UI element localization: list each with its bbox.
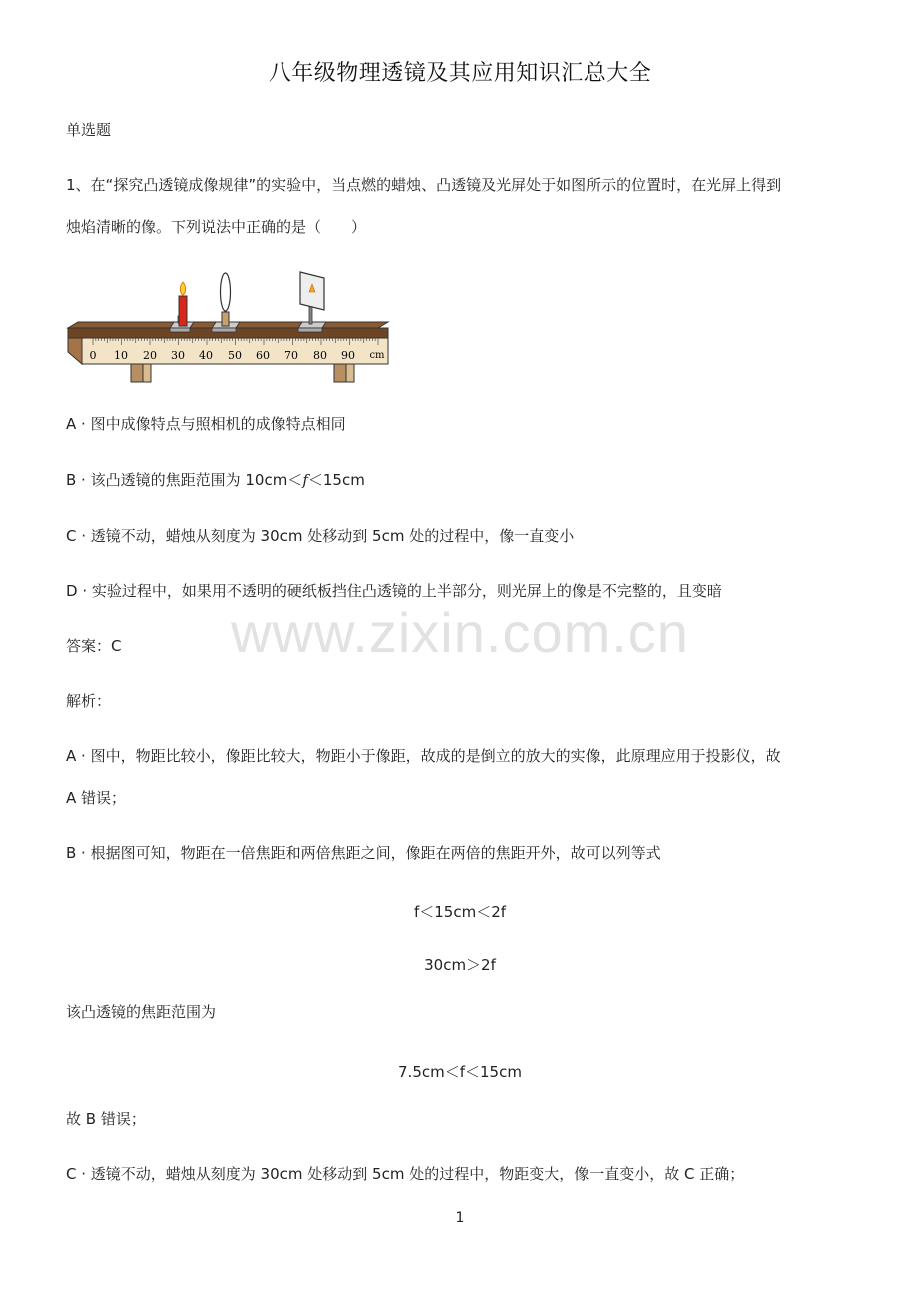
light-screen [298,272,326,332]
equation-3: 7.5cm＜f＜15cm [398,1063,522,1081]
option-b-prefix: B · 该凸透镜的焦距范围为 10cm＜ [66,471,303,489]
document-title: 八年级物理透镜及其应用知识汇总大全 [268,61,652,86]
optical-bench-figure [64,266,394,388]
tick-label-0: 0 [89,349,97,362]
option-d: D · 实验过程中，如果用不透明的硬纸板挡住凸透镜的上半部分，则光屏上的像是不完整的，且变暗 [66,582,722,600]
tick-label-60: 60 [256,349,270,362]
candle [170,282,194,332]
question-stem-line1: 1、在“探究凸透镜成像规律”的实验中，当点燃的蜡烛、凸透镜及光屏处于如图所示的位置时，在光屏上得到 [66,176,782,194]
tick-label-30: 30 [171,349,185,362]
analysis-a-line1: A · 图中，物距比较小，像距比较大，物距小于像距，故成的是倒立的放大的实像，此原理应用于投影仪，故 [66,747,781,765]
tick-label-50: 50 [228,349,242,362]
option-b-var: f [302,471,308,489]
candle-flame [180,282,185,295]
analysis-a-line2: A 错误； [66,789,127,807]
tick-label-90: 90 [341,349,355,362]
tick-label-70: 70 [284,349,298,362]
tick-label-10: 10 [114,349,128,362]
page-number: 1 [455,1210,465,1226]
convex-lens [212,273,240,332]
analysis-b-conclusion: 故 B 错误； [66,1110,146,1128]
analysis-c-line: C · 透镜不动，蜡烛从刻度为 30cm 处移动到 5cm 处的过程中，物距变大，像一直变小，故 C 正确； [66,1165,745,1183]
tick-label-40: 40 [199,349,213,362]
analysis-b-line1: B · 根据图可知，物距在一倍焦距和两倍焦距之间，像距在两倍的焦距开外，故可以列等式 [66,844,661,862]
option-a: A · 图中成像特点与照相机的成像特点相同 [66,415,346,433]
option-b-suffix: ＜15cm [307,471,365,489]
bench-legs [131,364,354,382]
tick-label-80: 80 [313,349,327,362]
tick-label-20: 20 [143,349,157,362]
analysis-label: 解析： [66,692,112,710]
answer-line: 答案：C [66,637,122,655]
question-stem-line2: 烛焰清晰的像。下列说法中正确的是（ ） [66,218,367,236]
equation-1: f＜15cm＜2f [413,903,507,921]
equation-2: 30cm＞2f [424,956,496,974]
option-c: C · 透镜不动，蜡烛从刻度为 30cm 处移动到 5cm 处的过程中，像一直变小 [66,527,575,545]
section-heading: 单选题 [66,121,112,139]
watermark: www.zixin.com.cn [231,601,689,664]
option-b [66,470,365,490]
focal-range-text: 该凸透镜的焦距范围为 [66,1003,217,1021]
ruler-unit-label: cm [369,350,385,361]
